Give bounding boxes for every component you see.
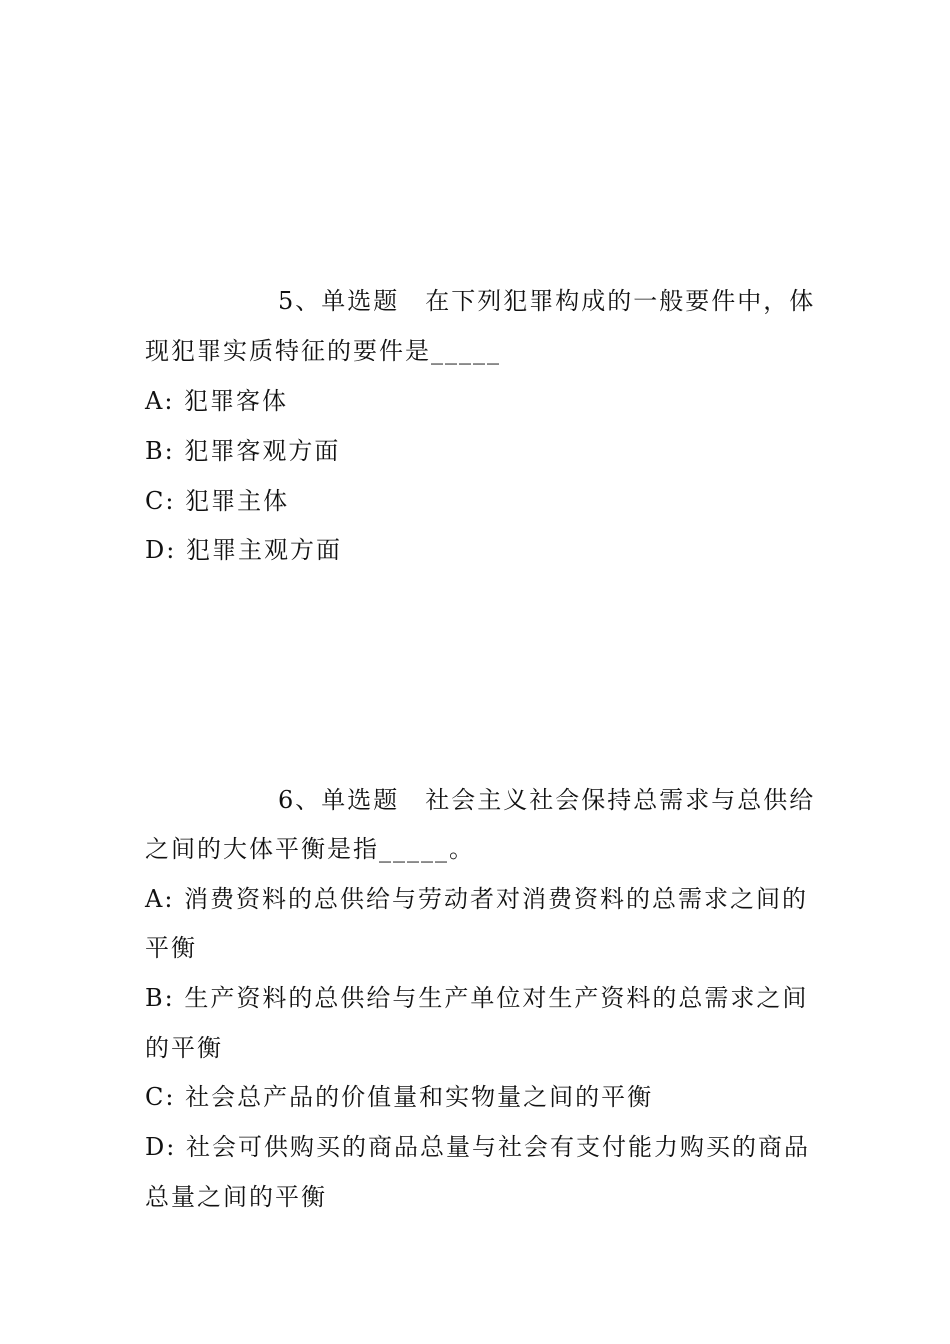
question-6-option-d-cont: 总量之间的平衡: [145, 1183, 327, 1211]
question-5-stem-line1: 5、单选题 在下列犯罪构成的一般要件中，体: [278, 287, 816, 315]
question-5-option-a: A: 犯罪客体: [145, 387, 289, 415]
question-5-option-d: D: 犯罪主观方面: [145, 536, 342, 564]
question-6-option-b-cont: 的平衡: [145, 1034, 223, 1062]
question-6-option-d: D: 社会可供购买的商品总量与社会有支付能力购买的商品: [145, 1133, 810, 1161]
question-6-stem-line1: 6、单选题 社会主义社会保持总需求与总供给: [278, 786, 816, 814]
question-6-option-a: A: 消费资料的总供给与劳动者对消费资料的总需求之间的: [145, 885, 809, 913]
question-5-option-c: C: 犯罪主体: [145, 487, 290, 515]
question-6-option-a-cont: 平衡: [145, 934, 197, 962]
question-6-stem-line2: 之间的大体平衡是指_____。: [145, 835, 475, 863]
question-5-stem-line2: 现犯罪实质特征的要件是_____: [145, 337, 501, 365]
question-6-option-c: C: 社会总产品的价值量和实物量之间的平衡: [145, 1083, 654, 1111]
question-6-option-b: B: 生产资料的总供给与生产单位对生产资料的总需求之间: [145, 984, 809, 1012]
question-5-option-b: B: 犯罪客观方面: [145, 437, 341, 465]
